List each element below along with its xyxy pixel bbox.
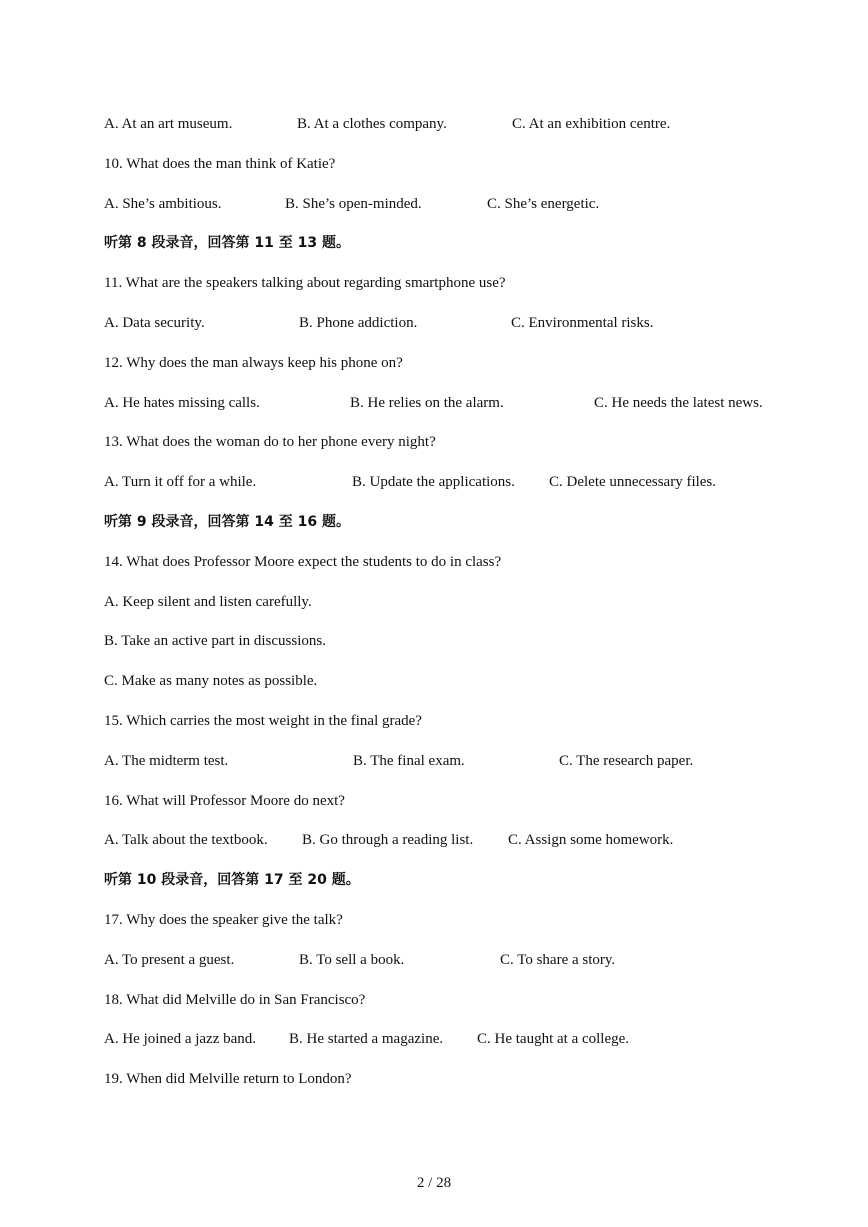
page-separator: / — [428, 1175, 433, 1191]
answer-option: A. The midterm test. — [104, 752, 229, 769]
answer-option: B. To sell a book. — [299, 951, 405, 968]
question-text: A. Keep silent and listen carefully. — [104, 593, 312, 610]
answer-option: B. Go through a reading list. — [302, 832, 474, 849]
answer-option: A. Talk about the textbook. — [104, 832, 268, 849]
answer-option: B. At a clothes company. — [297, 116, 447, 132]
answer-option: C. Environmental risks. — [511, 315, 654, 331]
answer-option: A. To present a guest. — [104, 951, 235, 968]
answer-option: A. He hates missing calls. — [104, 394, 260, 411]
answer-option: C. Assign some homework. — [508, 832, 674, 849]
question-text: 18. What did Melville do in San Francisco? — [104, 991, 366, 1008]
question-text: B. Take an active part in discussions. — [104, 633, 326, 650]
answer-option: C. He needs the latest news. — [594, 394, 763, 411]
question-text: C. Make as many notes as possible. — [104, 673, 318, 690]
current-page: 2 — [416, 1175, 425, 1191]
answer-option: C. To share a story. — [500, 951, 616, 968]
question-text: 13. What does the woman do to her phone every night? — [104, 434, 436, 451]
answer-option: C. He taught at a college. — [477, 1031, 630, 1048]
answer-option: A. She’s ambitious. — [104, 195, 222, 212]
answer-option: B. She’s open-minded. — [285, 195, 422, 212]
total-pages: 28 — [436, 1175, 452, 1191]
question-text: 11. What are the speakers talking about regarding smartphone use? — [104, 275, 506, 292]
answer-option: C. Delete unnecessary files. — [549, 474, 717, 491]
answer-option: B. He started a magazine. — [289, 1031, 444, 1048]
section-heading: 听第 10 段录音，回答第 17 至 20 题。 — [104, 872, 360, 889]
question-text: 16. What will Professor Moore do next? — [104, 792, 345, 809]
question-text: 19. When did Melville return to London? — [104, 1071, 352, 1088]
answer-option: C. She’s energetic. — [487, 195, 600, 212]
answer-option: B. Update the applications. — [352, 474, 515, 491]
answer-option: B. He relies on the alarm. — [350, 394, 504, 411]
section-heading: 听第 9 段录音，回答第 14 至 16 题。 — [104, 514, 350, 530]
answer-option: B. Phone addiction. — [299, 315, 418, 331]
answer-option: A. Turn it off for a while. — [104, 474, 257, 491]
answer-option: A. At an art museum. — [104, 116, 233, 132]
question-text: 14. What does Professor Moore expect the students to do in class? — [104, 553, 502, 570]
answer-option: C. The research paper. — [559, 752, 694, 769]
answer-option: A. He joined a jazz band. — [104, 1031, 257, 1048]
answer-option: B. The final exam. — [353, 752, 465, 769]
question-text: 17. Why does the speaker give the talk? — [104, 912, 343, 928]
question-text: 12. Why does the man always keep his phone on? — [104, 354, 403, 371]
page-number — [0, 1172, 868, 1194]
question-text: 15. Which carries the most weight in the final grade? — [104, 713, 422, 729]
question-text: 10. What does the man think of Katie? — [104, 155, 336, 172]
section-heading: 听第 8 段录音，回答第 11 至 13 题。 — [104, 235, 350, 252]
answer-option: C. At an exhibition centre. — [512, 116, 671, 132]
answer-option: A. Data security. — [104, 315, 205, 331]
